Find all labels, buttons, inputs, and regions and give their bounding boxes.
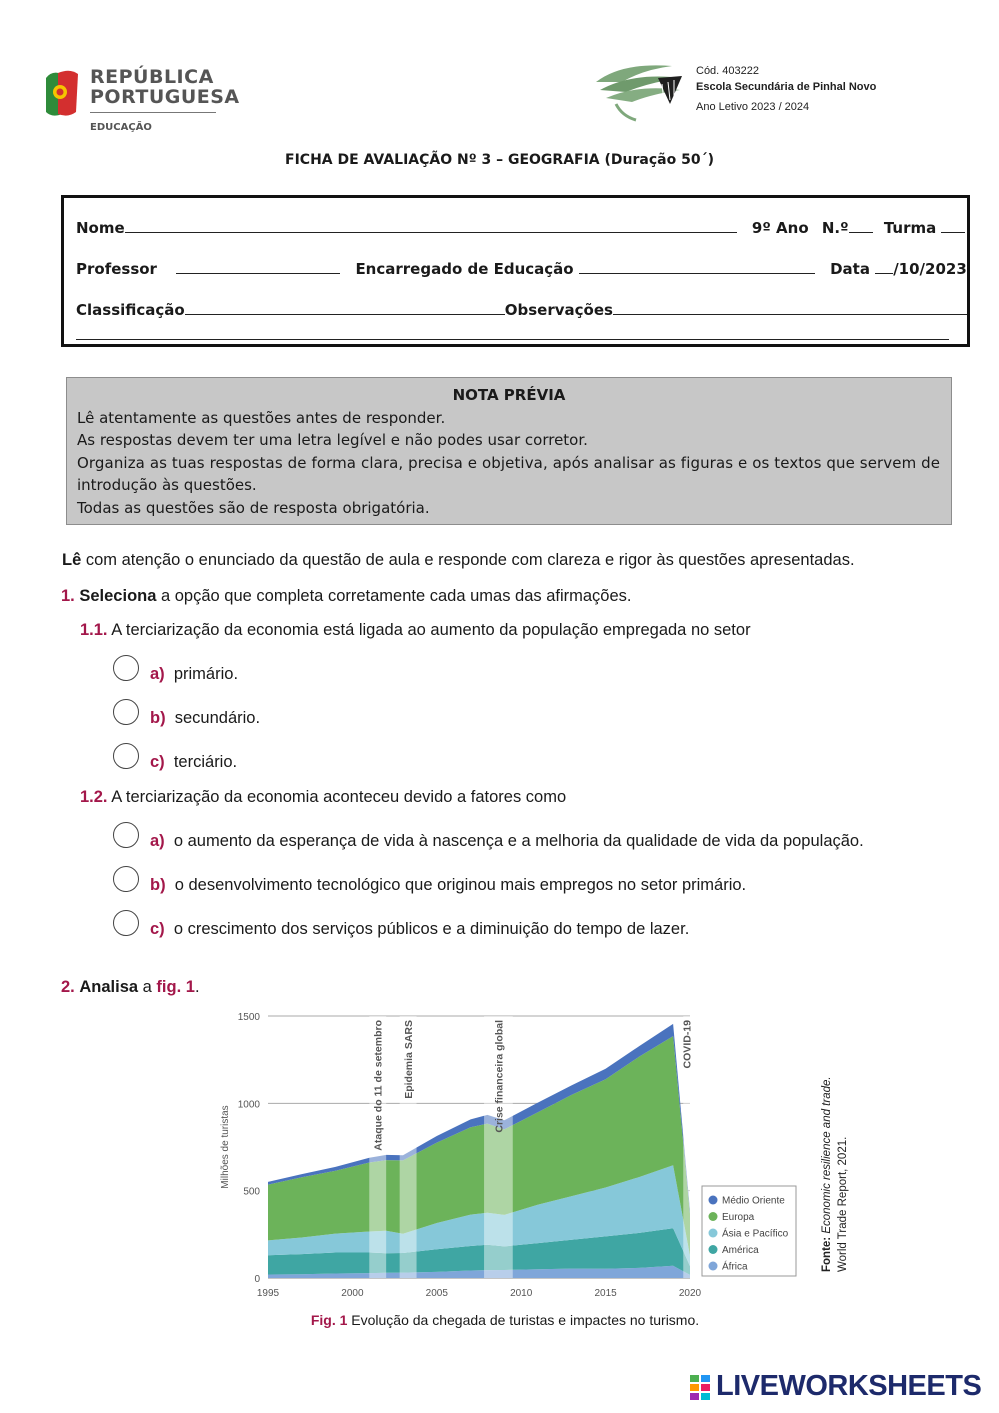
label-encarregado: Encarregado de Educação xyxy=(355,260,574,278)
y-tick-label: 0 xyxy=(254,1274,260,1285)
legend-swatch xyxy=(709,1196,718,1205)
legend-swatch xyxy=(709,1229,718,1238)
school-year: Ano Letivo 2023 / 2024 xyxy=(696,101,810,113)
student-id-box xyxy=(61,195,970,347)
q12-text: A terciarização da economia aconteceu devido a fatores como xyxy=(111,788,567,806)
q11-text: A terciarização da economia está ligada ao aumento da população empregada no setor xyxy=(111,621,751,639)
label-data: Data xyxy=(830,260,870,278)
option-label: c) xyxy=(150,753,165,771)
q2-ref: fig. 1 xyxy=(156,978,195,996)
footer-brand: LIVEWORKSHEETS xyxy=(716,1370,982,1402)
legend-label: África xyxy=(722,1261,748,1273)
figure-caption xyxy=(0,1312,999,1328)
nota-title: NOTA PRÉVIA xyxy=(452,386,566,404)
label-numero: N.º xyxy=(821,219,849,237)
q1-rest: a opção que completa corretamente cada umas das afirmações. xyxy=(156,587,632,605)
intro-rest: com atenção o enunciado da questão de aula e responde com clareza e rigor às questões apresentadas. xyxy=(81,551,855,569)
nota-line: As respostas devem ter uma letra legível e não podes usar corretor. xyxy=(77,431,588,449)
id-row-name xyxy=(76,218,965,237)
option-label: a) xyxy=(150,832,165,850)
q11-option-c xyxy=(150,753,237,772)
nota-previa-box xyxy=(66,377,952,525)
observacoes-extra-line[interactable] xyxy=(76,339,949,340)
y-tick-label: 1500 xyxy=(237,1012,260,1023)
q12-option-b-radio[interactable] xyxy=(113,866,139,892)
label-turma: Turma xyxy=(883,219,937,237)
label-observacoes: Observações xyxy=(504,301,613,319)
event-label: Epidemia SARS xyxy=(403,1020,416,1099)
classificacao-field[interactable] xyxy=(185,300,505,315)
intro-bold: Lê xyxy=(62,551,82,569)
question-1 xyxy=(61,587,632,606)
q11-option-b xyxy=(150,709,260,728)
nota-line: Lê atentamente as questões antes de responder. xyxy=(77,408,446,427)
gov-line1: REPÚBLICA xyxy=(90,66,214,88)
tourism-area-chart xyxy=(215,1008,805,1308)
id-row-classificacao xyxy=(76,300,967,319)
source-rest: World Trade Report, 2021. xyxy=(837,1136,849,1272)
x-tick-label: 2010 xyxy=(510,1288,533,1299)
q1-bold: Seleciona xyxy=(79,587,157,605)
q2-end: . xyxy=(194,978,200,996)
label-data-suffix: /10/2023 xyxy=(893,260,967,278)
observacoes-field[interactable] xyxy=(613,300,967,315)
question-2 xyxy=(61,978,200,997)
y-tick-label: 1000 xyxy=(237,1099,260,1111)
option-text: terciário. xyxy=(173,753,238,771)
chart-source xyxy=(802,1030,862,1280)
q11-option-c-radio[interactable] xyxy=(113,743,139,769)
q12-option-a-radio[interactable] xyxy=(113,822,139,848)
q11-option-a-radio[interactable] xyxy=(113,655,139,681)
q11-option-a xyxy=(150,665,238,684)
question-1-1 xyxy=(80,621,751,640)
school-code: Cód. 403222 xyxy=(696,65,759,77)
option-text: o aumento da esperança de vida à nascença e a melhoria da qualidade de vida da população. xyxy=(173,832,864,850)
option-text: o crescimento dos serviços públicos e a diminuição do tempo de lazer. xyxy=(173,920,690,938)
q12-option-c-radio[interactable] xyxy=(113,910,139,936)
turma-field[interactable] xyxy=(941,218,965,233)
legend-label: Europa xyxy=(722,1212,755,1223)
option-label: c) xyxy=(150,920,165,938)
republica-portuguesa-logo xyxy=(42,64,242,144)
legend-swatch xyxy=(709,1245,718,1254)
x-tick-label: 2005 xyxy=(425,1288,448,1299)
source-italic: Economic resilience and trade. xyxy=(821,1076,833,1234)
label-professor: Professor xyxy=(76,260,157,278)
q2-number: 2. xyxy=(61,978,75,996)
page-title: FICHA DE AVALIAÇÃO Nº 3 – GEOGRAFIA (Duração 50´) xyxy=(285,152,714,168)
x-tick-label: 2015 xyxy=(594,1288,617,1299)
school-logo xyxy=(592,56,692,122)
event-label: Ataque do 11 de setembro xyxy=(372,1020,385,1151)
professor-field[interactable] xyxy=(176,259,340,274)
portuguese-flag-icon xyxy=(42,68,82,120)
legend-label: Médio Oriente xyxy=(722,1195,785,1207)
y-tick-label: 500 xyxy=(243,1186,260,1198)
figure-ref: Fig. 1 xyxy=(310,1312,348,1328)
label-classificacao: Classificação xyxy=(76,301,185,319)
y-axis-label: Milhões de turistas xyxy=(220,1105,231,1189)
legend-swatch xyxy=(709,1212,718,1221)
q11-option-b-radio[interactable] xyxy=(113,699,139,725)
label-ano: 9º Ano xyxy=(751,219,809,237)
gov-dept: EDUCAÇÃO xyxy=(90,122,152,133)
x-tick-label: 1995 xyxy=(256,1288,280,1299)
option-label: b) xyxy=(150,876,166,894)
q2-mid: a xyxy=(138,978,157,996)
q2-bold: Analisa xyxy=(79,978,139,996)
q12-number: 1.2. xyxy=(80,788,108,806)
legend-label: Ásia e Pacífico xyxy=(722,1228,789,1240)
option-text: o desenvolvimento tecnológico que originou mais empregos no setor primário. xyxy=(174,876,747,894)
liveworksheets-icon xyxy=(690,1375,712,1401)
liveworksheets-logo xyxy=(690,1370,990,1406)
intro-text xyxy=(62,551,855,570)
nome-field[interactable] xyxy=(125,218,737,233)
x-tick-label: 2000 xyxy=(341,1288,364,1299)
logo-divider xyxy=(90,112,216,113)
event-label: COVID-19 xyxy=(681,1020,694,1069)
nota-line: Organiza as tuas respostas de forma clara, precisa e objetiva, após analisar as figuras e os textos que servem de xyxy=(77,453,941,472)
legend-label: América xyxy=(722,1245,759,1256)
x-tick-label: 2020 xyxy=(678,1288,702,1299)
option-text: primário. xyxy=(173,665,239,683)
data-day-field[interactable] xyxy=(875,259,893,274)
source-bold: Fonte: xyxy=(821,1236,833,1272)
q12-option-c xyxy=(150,920,689,939)
figure-caption-text: Evolução da chegada de turistas e impactes no turismo. xyxy=(351,1312,700,1328)
id-row-professor xyxy=(76,259,967,278)
source-line-1 xyxy=(821,1076,833,1272)
school-name: Escola Secundária de Pinhal Novo xyxy=(696,81,877,93)
option-label: b) xyxy=(150,709,166,727)
numero-field[interactable] xyxy=(849,218,873,233)
nota-line: introdução às questões. xyxy=(77,476,257,494)
question-1-2 xyxy=(80,788,566,807)
q12-option-a xyxy=(150,832,864,851)
q12-option-b xyxy=(150,876,746,895)
option-text: secundário. xyxy=(174,709,261,727)
q11-number: 1.1. xyxy=(80,621,108,639)
event-label: Crise financeira global xyxy=(493,1020,506,1133)
option-label: a) xyxy=(150,665,165,683)
legend-swatch xyxy=(709,1262,718,1271)
gov-line2: PORTUGUESA xyxy=(90,86,240,108)
nota-line: Todas as questões são de resposta obrigatória. xyxy=(77,498,430,517)
encarregado-field[interactable] xyxy=(579,259,815,274)
label-nome: Nome xyxy=(76,219,125,237)
q1-number: 1. xyxy=(61,587,75,605)
